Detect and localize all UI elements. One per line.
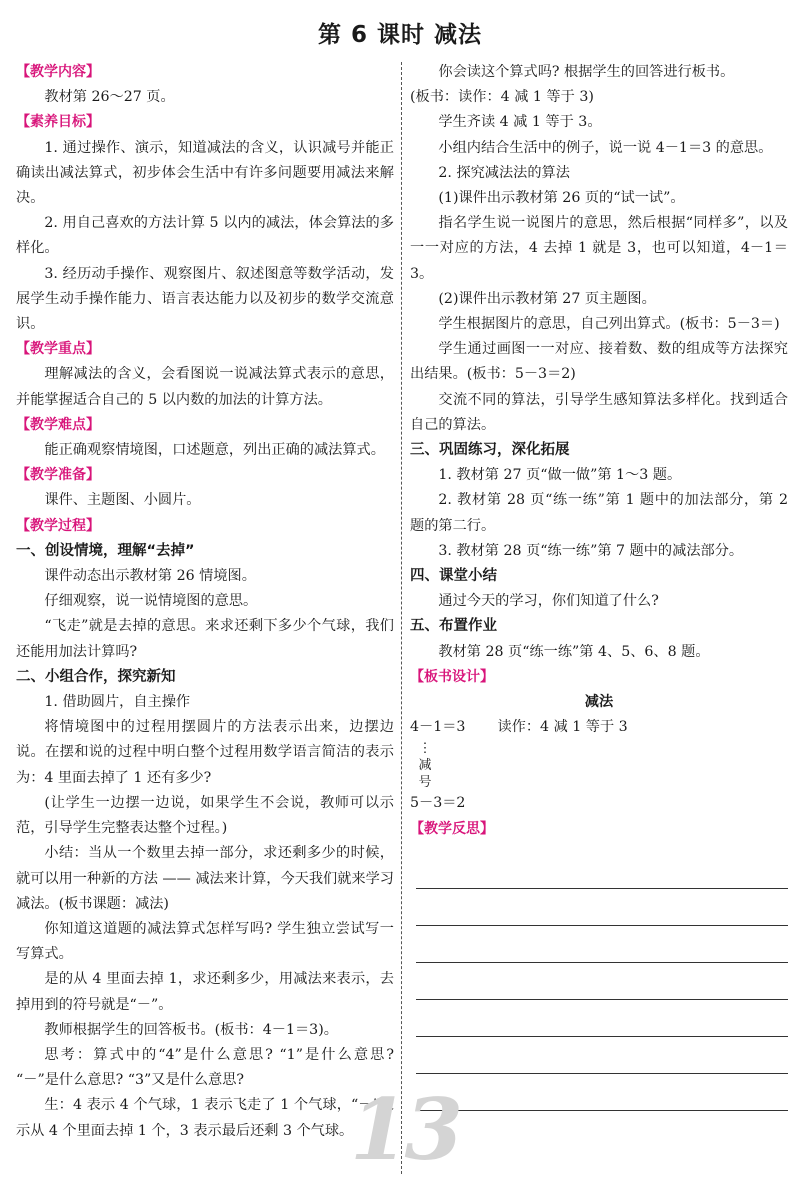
board-equation: 5－3＝2: [410, 795, 466, 812]
difficult-text: 能正确观察情境图，口述题意，列出正确的减法算式。: [44, 442, 385, 459]
list-item: 1. 教材第 27 页“做一做”第 1～3 题。: [438, 467, 682, 484]
section-tag-difficult: 【教学难点】: [16, 416, 100, 433]
board-reading: 读作：4 减 1 等于 3: [497, 719, 628, 736]
board-title: 减法: [584, 694, 614, 711]
board-design: [410, 690, 788, 817]
paragraph: 学生根据图片的意思，自己列出算式。(板书：5－3＝): [438, 316, 780, 333]
section-tag-board: 【板书设计】: [410, 668, 494, 685]
dots-icon: ⋮: [418, 741, 432, 757]
paragraph: 是的从 4 里面去掉 1，求还剩多少，用减法来表示，去掉用到的符号就是“－”。: [16, 971, 394, 1013]
paragraph: 学生通过画图一一对应、接着数、数的组成等方法探究出结果。(板书：5－3＝2): [410, 341, 788, 383]
page-number: 13: [350, 1080, 459, 1179]
vertical-char: 号: [418, 775, 432, 791]
paragraph: “飞走”就是去掉的意思。来求还剩下多少个气球，我们还能用加法计算吗?: [16, 618, 394, 660]
content-text: 教材第 26～27 页。: [44, 89, 175, 106]
paragraph: 通过今天的学习，你们知道了什么?: [438, 593, 659, 610]
paragraph: 生：4 表示 4 个气球，1 表示飞走了 1 个气球，“－”表示从 4 个里面去掉 1 个，3 表示最后还剩 3 个气球。: [16, 1097, 394, 1139]
paragraph: 课件动态出示教材第 26 情境图。: [44, 568, 256, 585]
sub-heading: 1. 借助圆片，自主操作: [44, 694, 191, 711]
key-text: 理解减法的含义，会看图说一说减法算式表示的意思，并能掌握适合自己的 5 以内数的加法的计算方法。: [16, 366, 394, 408]
section-tag-prep: 【教学准备】: [16, 467, 100, 484]
goal-item: 1. 通过操作、演示，知道减法的含义，认识减号并能正确读出减法算式，初步体会生活中有许多问题要用减法来解决。: [16, 139, 394, 207]
list-item: 3. 教材第 28 页“练一练”第 7 题中的减法部分。: [438, 542, 744, 559]
paragraph: (板书：读作：4 减 1 等于 3): [410, 89, 594, 106]
paragraph: (让学生一边摆一边说，如果学生不会说，教师可以示范，引导学生完整表达整个过程。): [16, 794, 394, 837]
reflection-lines: [410, 852, 788, 1111]
column-divider: [401, 62, 402, 1174]
prep-text: 课件、主题图、小圆片。: [44, 492, 201, 509]
paragraph: (1)课件出示教材第 26 页的“试一试”。: [438, 190, 685, 207]
paragraph: 仔细观察，说一说情境图的意思。: [44, 593, 258, 610]
paragraph: 将情境图中的过程用摆圆片的方法表示出来，边摆边说。在摆和说的过程中明白整个过程用数学语言简洁的表示为：4 里面去掉了 1 还有多少?: [16, 719, 394, 786]
section-tag-process: 【教学过程】: [16, 517, 100, 534]
paragraph: 小结：当从一个数里去掉一部分，求还剩多少的时候，就可以用一种新的方法 —— 减法来计算，今天我们就来学习减法。(板书课题：减法): [16, 845, 394, 912]
paragraph: 学生齐读 4 减 1 等于 3。: [438, 114, 602, 131]
board-row: [410, 715, 788, 740]
section-tag-goals: 【素养目标】: [16, 114, 100, 131]
paragraph: 小组内结合生活中的例子，说一说 4－1＝3 的意思。: [438, 139, 773, 156]
paragraph: 思考：算式中的“4”是什么意思? “1”是什么意思? “－”是什么意思? “3”又是什么意思?: [16, 1046, 394, 1089]
writing-line[interactable]: [416, 852, 788, 889]
writing-line[interactable]: [416, 1000, 788, 1037]
paragraph: 教材第 28 页“练一练”第 4、5、6、8 题。: [438, 643, 710, 660]
goal-item: 2. 用自己喜欢的方法计算 5 以内的减法，体会算法的多样化。: [16, 215, 394, 257]
paragraph: 你会读这个算式吗? 根据学生的回答进行板书。: [438, 64, 735, 80]
section-tag-key: 【教学重点】: [16, 341, 100, 358]
page-title: 第 6 课时 减法: [317, 22, 483, 48]
section-tag-reflect: 【教学反思】: [410, 820, 494, 837]
paragraph: 指名学生说一说图片的意思，然后根据“同样多”，以及一一对应的方法，4 去掉 1 就是 3，也可以知道，4－1＝3。: [410, 215, 788, 282]
writing-line[interactable]: [416, 926, 788, 963]
section-heading-4: 四、课堂小结: [410, 568, 497, 585]
section-heading-5: 五、布置作业: [410, 618, 497, 635]
writing-line[interactable]: [416, 889, 788, 926]
board-equation: 4－1＝3: [410, 719, 466, 736]
paragraph: (2)课件出示教材第 27 页主题图。: [438, 290, 656, 307]
paragraph: 交流不同的算法，引导学生感知算法多样化。找到适合自己的算法。: [410, 391, 788, 433]
writing-line[interactable]: [416, 963, 788, 1000]
paragraph: 教师根据学生的回答板书。(板书：4－1＝3)。: [44, 1021, 338, 1038]
section-heading-1: 一、创设情境，理解“去掉”: [16, 542, 195, 559]
left-column: [16, 60, 394, 1144]
vertical-char: 减: [418, 758, 432, 774]
writing-line[interactable]: [416, 1037, 788, 1074]
sub-heading: 2. 探究减法法的算法: [438, 164, 570, 181]
section-tag-content: 【教学内容】: [16, 64, 100, 80]
list-item: 2. 教材第 28 页“练一练”第 1 题中的加法部分，第 2 题的第二行。: [410, 492, 788, 534]
paragraph: 你知道这道题的减法算式怎样写吗? 学生独立尝试写一写算式。: [16, 920, 394, 963]
goal-item: 3. 经历动手操作、观察图片、叙述图意等数学活动，发展学生动手操作能力、语言表达能力以及初步的数学交流意识。: [16, 265, 394, 333]
minus-sign-label: [416, 740, 434, 791]
section-heading-2: 二、小组合作，探究新知: [16, 668, 176, 685]
section-heading-3: 三、巩固练习，深化拓展: [410, 442, 570, 459]
right-column: [410, 60, 788, 1111]
writing-line[interactable]: [416, 1074, 788, 1111]
